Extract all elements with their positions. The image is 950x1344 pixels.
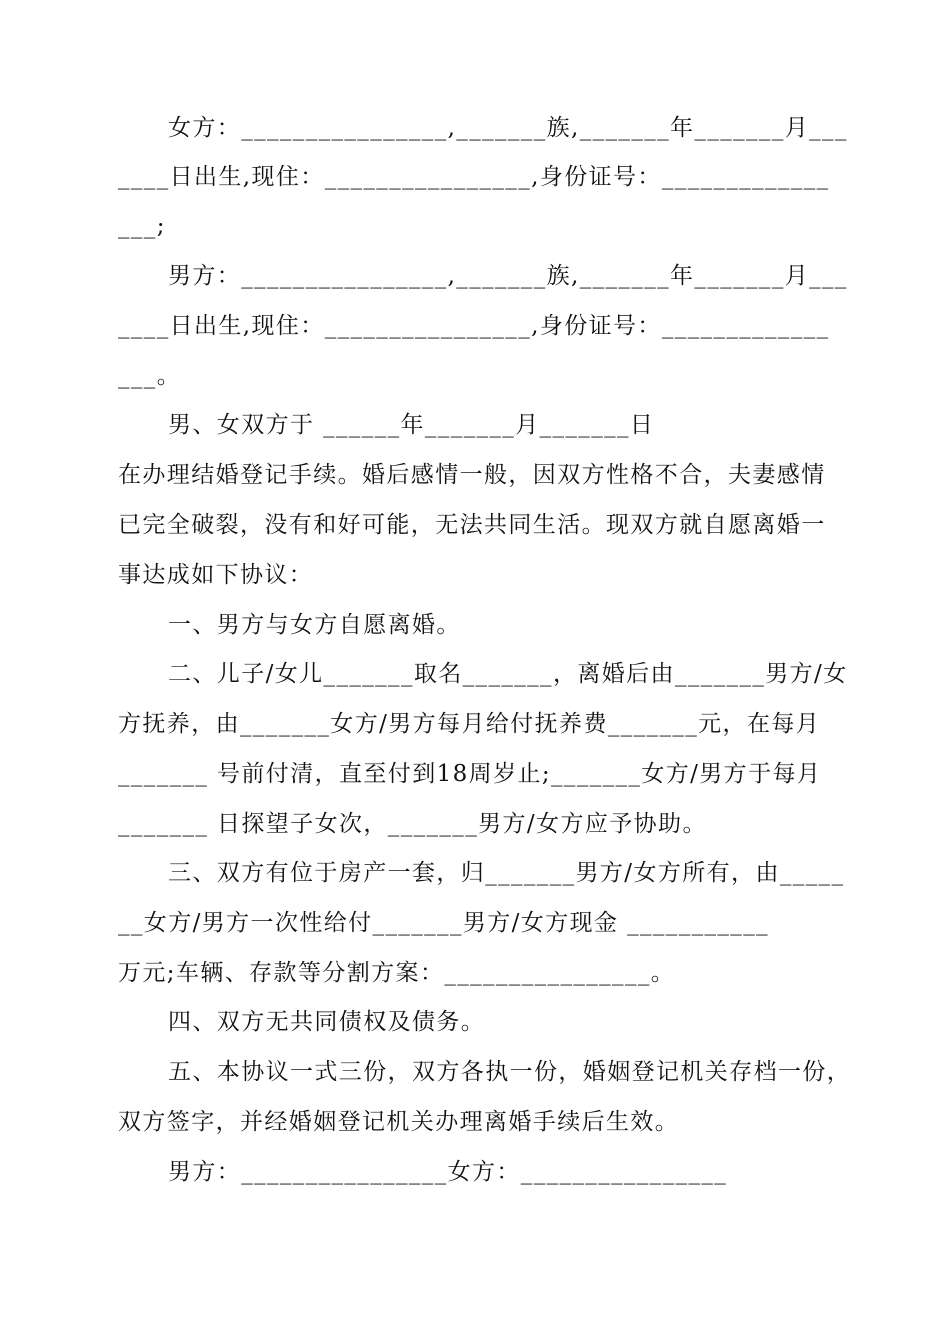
intro-paragraph-line-2: 已完全破裂，没有和好可能，无法共同生活。现双方就自愿离婚一 (118, 512, 826, 538)
clause-1: 一、男方与女方自愿离婚。 (168, 612, 461, 638)
husband-info-line-1: 男方：________________,_______族,_______年_______月___ (168, 263, 848, 289)
signature-line: 男方：________________女方：________________ (168, 1159, 728, 1185)
clause-2-line-1: 二、儿子/女儿_______取名_______，离婚后由_______男方/女 (168, 661, 848, 687)
clause-4: 四、双方无共同债权及债务。 (168, 1009, 486, 1035)
clause-3-line-3: 万元;车辆、存款等分割方案：________________。 (118, 960, 676, 986)
marriage-date-line: 男、女双方于 ______年_______月_______日 (168, 412, 655, 438)
clause-3-line-1: 三、双方有位于房产一套，归_______男方/女方所有，由_____ (168, 860, 845, 886)
clause-2-line-3: _______ 号前付清，直至付到18周岁止;_______女方/男方于每月 (118, 761, 822, 787)
clause-5-line-2: 双方签字，并经婚姻登记机关办理离婚手续后生效。 (118, 1109, 680, 1135)
clause-2-line-2: 方抚养，由_______女方/男方每月给付抚养费_______元，在每月 (118, 711, 821, 737)
wife-info-line-2: ____日出生,现住：________________,身份证号：_____________ (118, 164, 830, 190)
husband-info-line-2: ____日出生,现住：________________,身份证号：_____________ (118, 313, 830, 339)
clause-5-line-1: 五、本协议一式三份，双方各执一份，婚姻登记机关存档一份， (168, 1059, 852, 1085)
intro-paragraph-line-1: 在办理结婚登记手续。婚后感情一般，因双方性格不合，夫妻感情 (118, 462, 826, 488)
clause-2-line-4: _______ 日探望子女次，_______男方/女方应予协助。 (118, 811, 707, 837)
wife-info-line-1: 女方：________________,_______族,_______年_______月___ (168, 115, 848, 141)
husband-info-line-3: ___。 (118, 363, 182, 389)
wife-info-line-3: ___; (118, 213, 166, 239)
clause-3-line-2: __女方/男方一次性给付_______男方/女方现金 ___________ (118, 910, 770, 936)
intro-paragraph-line-3: 事达成如下协议： (118, 562, 314, 588)
